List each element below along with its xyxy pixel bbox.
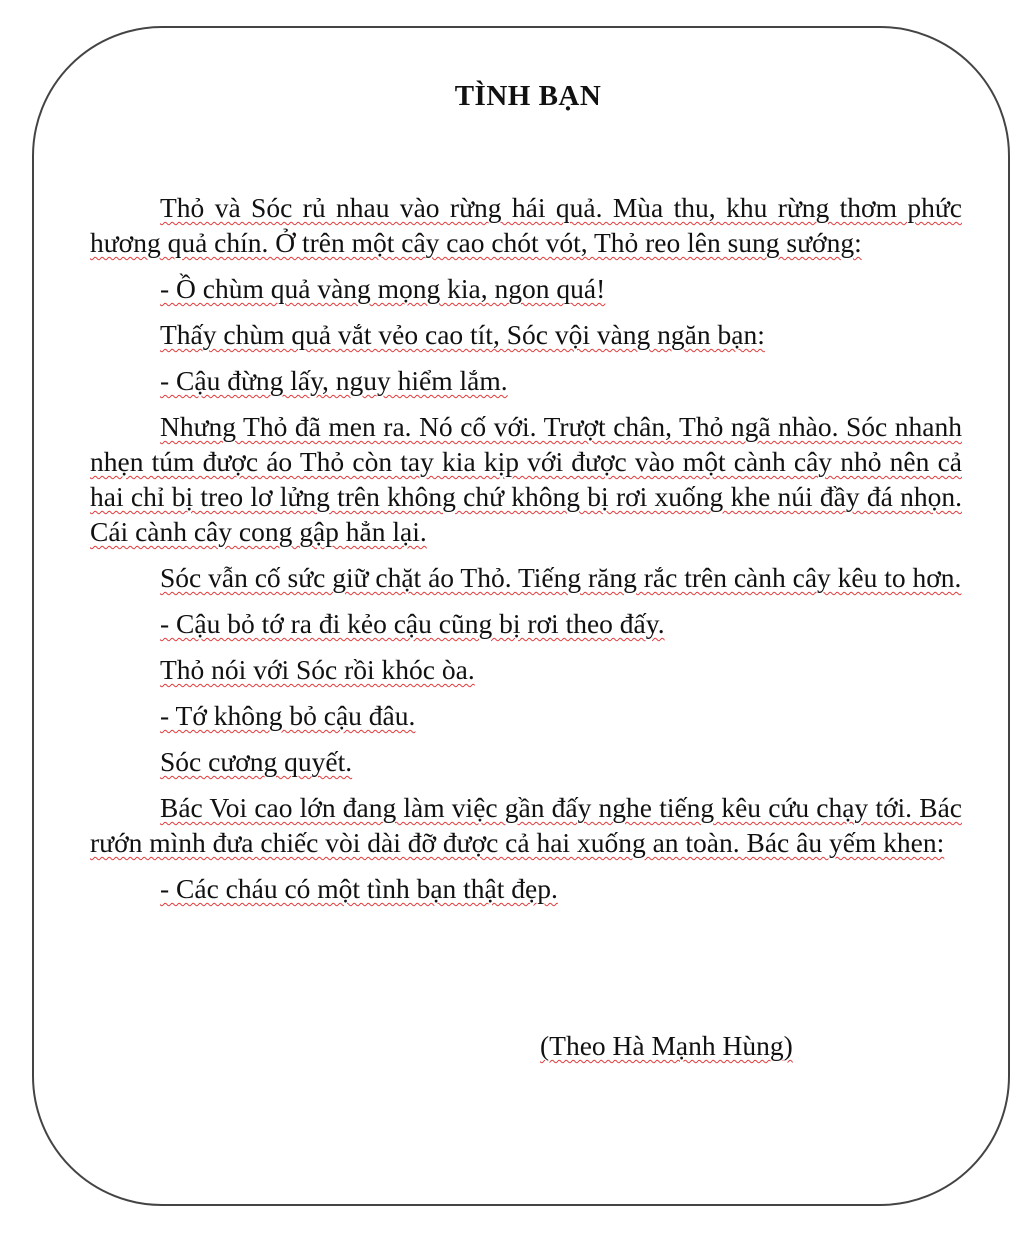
dialogue-line: - Các cháu có một tình bạn thật đẹp. (160, 873, 558, 904)
dialogue-line: - Ồ chùm quả vàng mọng kia, ngon quá! (160, 273, 606, 304)
dialogue-line: - Tớ không bỏ cậu đâu. (160, 700, 416, 731)
dialogue-line: - Cậu bỏ tớ ra đi kẻo cậu cũng bị rơi theo đấy. (160, 608, 665, 639)
paragraph: Nhưng Thỏ đã men ra. Nó cố với. Trượt chân, Thỏ ngã nhào. Sóc nhanh nhẹn túm được áo Thỏ còn tay kia kịp với được vào một cành cây nhỏ nên cả hai chỉ bị treo lơ lửng trên không chứ không bị rơi xuống khe núi đầy đá nhọn. Cái cành cây cong gập hẳn lại. (90, 411, 962, 547)
story-title: TÌNH BẠN (454, 80, 602, 112)
paragraph: Thỏ và Sóc rủ nhau vào rừng hái quả. Mùa thu, khu rừng thơm phức hương quả chín. Ở trên một cây cao chót vót, Thỏ reo lên sung sướng: (90, 192, 962, 258)
paragraph: Bác Voi cao lớn đang làm việc gần đấy nghe tiếng kêu cứu chạy tới. Bác rướn mình đưa chiếc vòi dài đỡ được cả hai xuống an toàn. Bác âu yếm khen: (90, 792, 962, 858)
paragraph: Sóc cương quyết. (160, 746, 353, 777)
paragraph: Thấy chùm quả vắt vẻo cao tít, Sóc vội vàng ngăn bạn: (160, 319, 765, 350)
paragraph: Thỏ nói với Sóc rồi khóc òa. (160, 654, 475, 685)
paragraph: Sóc vẫn cố sức giữ chặt áo Thỏ. Tiếng răng rắc trên cành cây kêu to hơn. (160, 562, 962, 593)
dialogue-line: - Cậu đừng lấy, nguy hiểm lắm. (160, 365, 508, 396)
source-attribution: (Theo Hà Mạnh Hùng) (540, 1030, 793, 1061)
story-body (90, 190, 962, 917)
